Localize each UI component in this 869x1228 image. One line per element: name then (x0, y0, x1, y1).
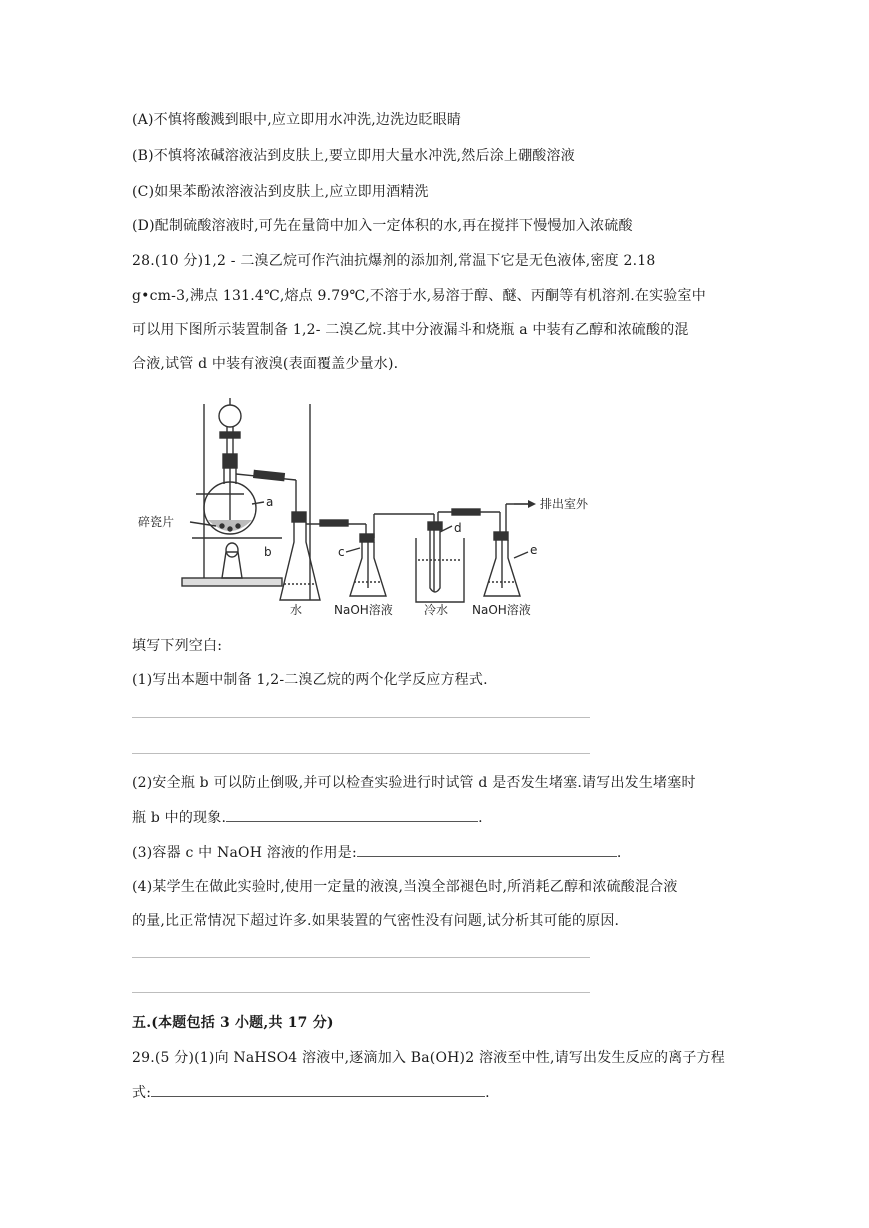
q28-line1: 28.(10 分)1,2 - 二溴乙烷可作汽油抗爆剂的添加剂,常温下它是无色液体,密度 2.18 (132, 253, 656, 269)
apparatus-diagram (134, 392, 614, 622)
q28-part2-suffix: . (478, 810, 483, 826)
label-d: d (454, 521, 462, 535)
blank-part3[interactable] (357, 842, 617, 857)
q29-prefix: 式: (132, 1085, 152, 1101)
q28-line4: 合液,试管 d 中装有液溴(表面覆盖少量水). (132, 356, 399, 372)
label-e: e (530, 543, 538, 557)
q28-part3-prefix: (3)容器 c 中 NaOH 溶液的作用是: (132, 845, 357, 861)
label-c: c (338, 545, 345, 559)
q28-line3: 可以用下图所示装置制备 1,2- 二溴乙烷.其中分液漏斗和烧瓶 a 中装有乙醇和浓硫酸的混 (132, 322, 689, 338)
q28-part2-line2 (132, 807, 742, 828)
option-c: (C)如果苯酚浓溶液沾到皮肤上,应立即用酒精洗 (132, 184, 429, 200)
q28-part4-line1: (4)某学生在做此实验时,使用一定量的液溴,当溴全部褪色时,所消耗乙醇和浓硫酸混合液 (132, 879, 678, 895)
test-tube-d (430, 530, 440, 592)
label-exhaust: 排出室外 (540, 497, 589, 511)
option-a: (A)不慎将酸溅到眼中,应立即用水冲洗,边洗边眨眼睛 (132, 112, 462, 128)
burner (222, 552, 242, 578)
label-a: a (266, 495, 274, 509)
apparatus-figure (134, 392, 614, 622)
blank-q29[interactable] (151, 1082, 485, 1097)
q28-part2-prefix: 瓶 b 中的现象. (132, 810, 227, 826)
q28-part3-suffix: . (616, 845, 622, 861)
label-b: b (264, 545, 272, 559)
label-naoh-1: NaOH溶液 (334, 603, 393, 617)
answer-line-2[interactable] (132, 753, 590, 754)
blank-part2[interactable] (226, 807, 478, 822)
q29-suffix: . (485, 1085, 490, 1101)
label-water: 水 (290, 603, 303, 617)
q28-part2-line1: (2)安全瓶 b 可以防止倒吸,并可以检查实验进行时试管 d 是否发生堵塞.请写出发生堵塞时 (132, 775, 696, 791)
label-chips: 碎瓷片 (138, 515, 175, 529)
q28-part1: (1)写出本题中制备 1,2-二溴乙烷的两个化学反应方程式. (132, 672, 488, 688)
q29-line1: 29.(5 分)(1)向 NaHSO4 溶液中,逐滴加入 Ba(OH)2 溶液至中性,请写出发生反应的离子方程 (132, 1050, 726, 1066)
label-cold-water: 冷水 (424, 603, 449, 617)
option-b: (B)不慎将浓碱溶液沾到皮肤上,要立即用大量水冲洗,然后涂上硼酸溶液 (132, 148, 575, 164)
q28-part4-line2: 的量,比正常情况下超过许多.如果装置的气密性没有问题,试分析其可能的原因. (132, 913, 620, 929)
answer-line-3[interactable] (132, 957, 590, 958)
answer-line-4[interactable] (132, 992, 590, 993)
funnel-stopcock (220, 432, 240, 438)
q29-line2 (132, 1082, 742, 1103)
q28-part3 (132, 842, 742, 863)
funnel-bulb (219, 405, 241, 427)
q28-line2: g•cm-3,沸点 131.4℃,熔点 9.79℃,不溶于水,易溶于醇、醚、丙酮等有机溶剂.在实验室中 (132, 288, 706, 304)
section-5-heading: 五.(本题包括 3 小题,共 17 分) (132, 1015, 334, 1031)
label-naoh-2: NaOH溶液 (472, 603, 531, 617)
fill-prompt: 填写下列空白: (132, 638, 223, 654)
exhaust-arrow (528, 500, 536, 508)
stand-base (182, 578, 282, 586)
option-d: (D)配制硫酸溶液时,可先在量筒中加入一定体积的水,再在搅拌下慢慢加入浓硫酸 (132, 218, 633, 234)
answer-line-1[interactable] (132, 717, 590, 718)
bottle-b (280, 522, 320, 600)
